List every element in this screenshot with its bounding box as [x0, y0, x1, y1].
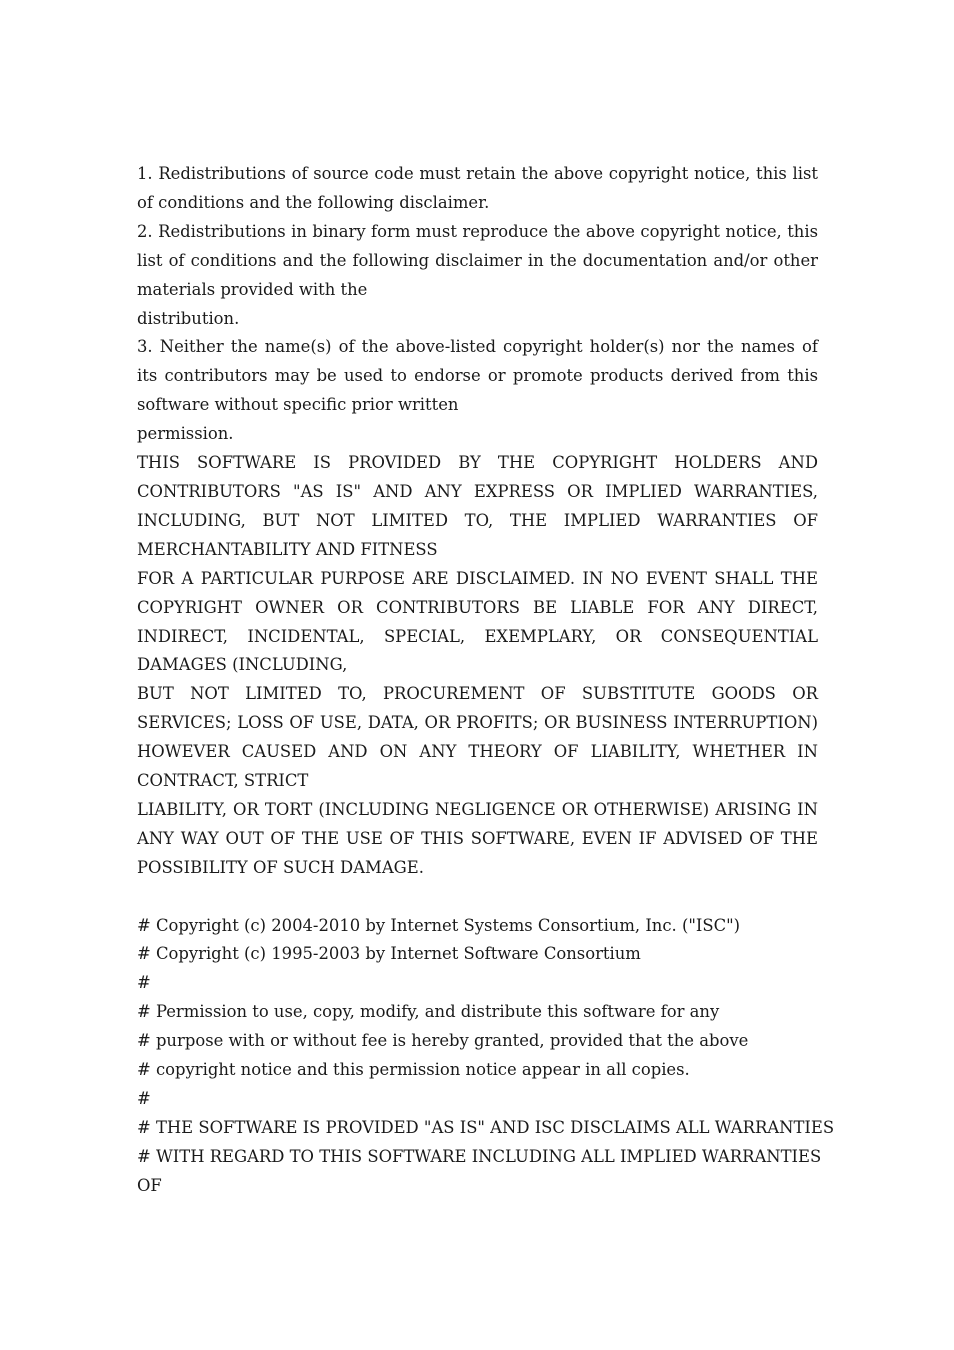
isc-notice-line: # purpose with or without fee is hereby granted, provided that the above — [137, 1031, 749, 1051]
isc-notice-line: # Permission to use, copy, modify, and distribute this software for any — [137, 1002, 720, 1022]
isc-notice-line: # — [137, 973, 151, 993]
section-spacer — [137, 883, 818, 912]
isc-notice-line: # WITH REGARD TO THIS SOFTWARE INCLUDING ALL IMPLIED WARRANTIES — [137, 1146, 822, 1166]
isc-notice-line: # THE SOFTWARE IS PROVIDED "AS IS" AND ISC DISCLAIMS ALL WARRANTIES — [137, 1117, 835, 1137]
disclaimer-paragraph-4: LIABILITY, OR TORT (INCLUDING NEGLIGENCE OR OTHERWISE) ARISING IN ANY WAY OUT OF THE USE OF THIS SOFTWARE, EVEN IF ADVISED OF THE POSSIBILITY OF SUCH DAMAGE. — [137, 799, 818, 877]
clause-3-tail: permission. — [137, 424, 234, 444]
clause-1-paragraph: 1. Redistributions of source code must retain the above copyright notice, this list of conditions and the following disclaimer. — [137, 164, 818, 212]
isc-notice-line: # copyright notice and this permission notice appear in all copies. — [137, 1060, 690, 1080]
document-body — [137, 160, 835, 1201]
disclaimer-paragraph-2: FOR A PARTICULAR PURPOSE ARE DISCLAIMED. IN NO EVENT SHALL THE COPYRIGHT OWNER OR CONTRIBUTORS BE LIABLE FOR ANY DIRECT, INDIRECT, INCIDENTAL, SPECIAL, EXEMPLARY, OR CONSEQUENTIAL DAMAGES (INCLUDING, — [137, 568, 818, 675]
isc-notice — [137, 912, 835, 1201]
isc-notice-line: # — [137, 1088, 151, 1108]
isc-notice-line: # Copyright (c) 1995-2003 by Internet Software Consortium — [137, 944, 641, 964]
clause-3-paragraph: 3. Neither the name(s) of the above-listed copyright holder(s) nor the names of its contributors may be used to endorse or promote products derived from this software without specific prior written — [137, 337, 818, 415]
isc-notice-line: OF — [137, 1175, 162, 1195]
disclaimer-paragraph-3: BUT NOT LIMITED TO, PROCUREMENT OF SUBSTITUTE GOODS OR SERVICES; LOSS OF USE, DATA, OR PROFITS; OR BUSINESS INTERRUPTION) HOWEVER CAUSED AND ON ANY THEORY OF LIABILITY, WHETHER IN CONTRACT, STRICT — [137, 684, 818, 791]
disclaimer-paragraph-1: THIS SOFTWARE IS PROVIDED BY THE COPYRIGHT HOLDERS AND CONTRIBUTORS "AS IS" AND ANY EXPRESS OR IMPLIED WARRANTIES, INCLUDING, BUT NOT LIMITED TO, THE IMPLIED WARRANTIES OF MERCHANTABILITY AND FITNESS — [137, 453, 818, 559]
isc-notice-line: # Copyright (c) 2004-2010 by Internet Systems Consortium, Inc. ("ISC") — [137, 915, 741, 935]
clause-2-paragraph: 2. Redistributions in binary form must reproduce the above copyright notice, this list of conditions and the following disclaimer in the documentation and/or other materials provided with the — [137, 221, 818, 299]
clause-2-tail: distribution. — [137, 308, 240, 328]
